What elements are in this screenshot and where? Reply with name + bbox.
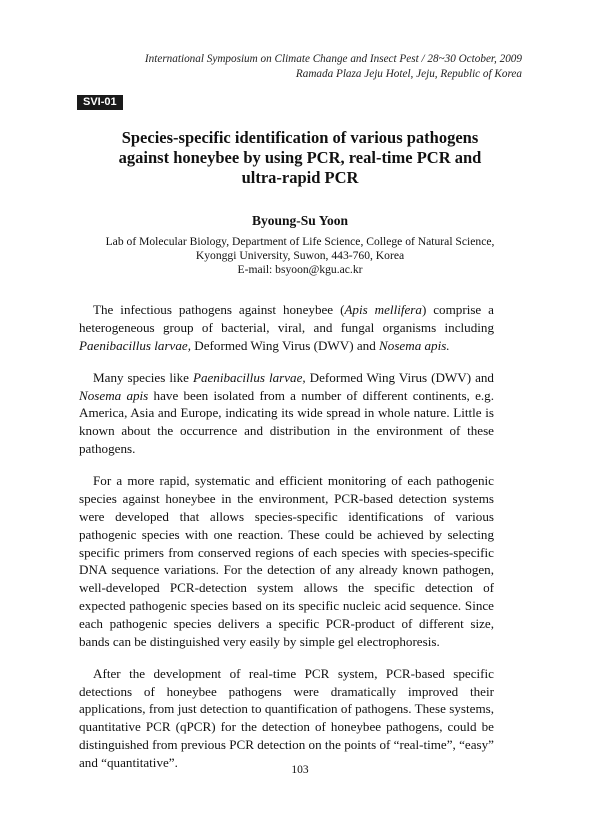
p1-species-apis: Apis mellifera <box>344 302 422 317</box>
p2-species-paenibacillus: Paenibacillus larvae, <box>192 369 306 385</box>
p1-species-nosema: Nosema apis. <box>379 337 450 353</box>
p1-text-c: ) comprise a heterogeneous group of bacterial, viral, and fungal organisms including <box>79 302 494 335</box>
conference-header-line-2: Ramada Plaza Jeju Hotel, Jeju, Republic of Korea <box>295 68 522 80</box>
author-affiliation <box>80 235 520 277</box>
p2-species-nosema: Nosema apis <box>79 387 149 403</box>
affiliation-line-1: Lab of Molecular Biology, Department of Life Science, College of Natural Science, <box>105 235 495 248</box>
paper-title <box>90 128 510 188</box>
affiliation-line-2: Kyonggi University, Suwon, 443-760, Korea <box>195 249 405 262</box>
p2-text-c: Deformed Wing Virus (DWV) and <box>305 369 494 385</box>
p2-text-a: Many species like <box>93 369 193 385</box>
paragraph-1 <box>79 301 494 354</box>
p1-text-e: Deformed Wing Virus (DWV) and <box>191 337 380 353</box>
conference-header <box>145 52 522 82</box>
session-badge: SVI-01 <box>77 95 123 110</box>
paragraph-2 <box>79 369 494 458</box>
author-email: E-mail: bsyoon@kgu.ac.kr <box>237 263 363 276</box>
p1-species-paenibacillus: Paenibacillus larvae, <box>79 337 192 353</box>
author-name: Byoung-Su Yoon <box>252 213 348 228</box>
title-line-1: Species-specific identification of various pathogens <box>121 128 479 147</box>
title-line-2: against honeybee by using PCR, real-time PCR and <box>118 148 482 167</box>
paragraph-4: After the development of real-time PCR system, PCR-based specific detections of honeybee pathogens were dramatically improved their applications, from just detection to quantification of pathogens. These systems, quantitative PCR (qPCR) for the detection of honeybee pathogens, could be distinguished from previous PCR detection on the points of “real-time”, “easy” and “quantitative”. <box>79 665 494 770</box>
p2-text-e: have been isolated from a number of different continents, e.g. America, Asia and Europe, indicating its wide spread in whole nature. Little is known about the occurrence and distribution in the environment of these pathogens. <box>79 387 494 457</box>
p1-text-a: The infectious pathogens against honeybee ( <box>93 302 345 317</box>
title-line-3: ultra-rapid PCR <box>241 168 359 187</box>
paragraph-3: For a more rapid, systematic and efficient monitoring of each pathogenic species against honeybee in the environment, PCR-based detection systems were developed that allows species-specific identifications of various pathogenic species with one reaction. These could be achieved by selecting specific primers from conserved regions of each species with species-specific DNA sequence variations. For the detection of any already known pathogen, well-developed PCR-detection system allows the specific detection of expected pathogenic species based on its specific nucleic acid sequence. Since each pathogenic species delivers a specific PCR-product of different size, bands can be distinguished very easily by simple gel electrophoresis. <box>79 473 494 649</box>
conference-header-line-1: International Symposium on Climate Change and Insect Pest / 28~30 October, 2009 <box>144 53 522 65</box>
abstract-body <box>79 301 494 786</box>
page-number: 103 <box>291 764 309 776</box>
